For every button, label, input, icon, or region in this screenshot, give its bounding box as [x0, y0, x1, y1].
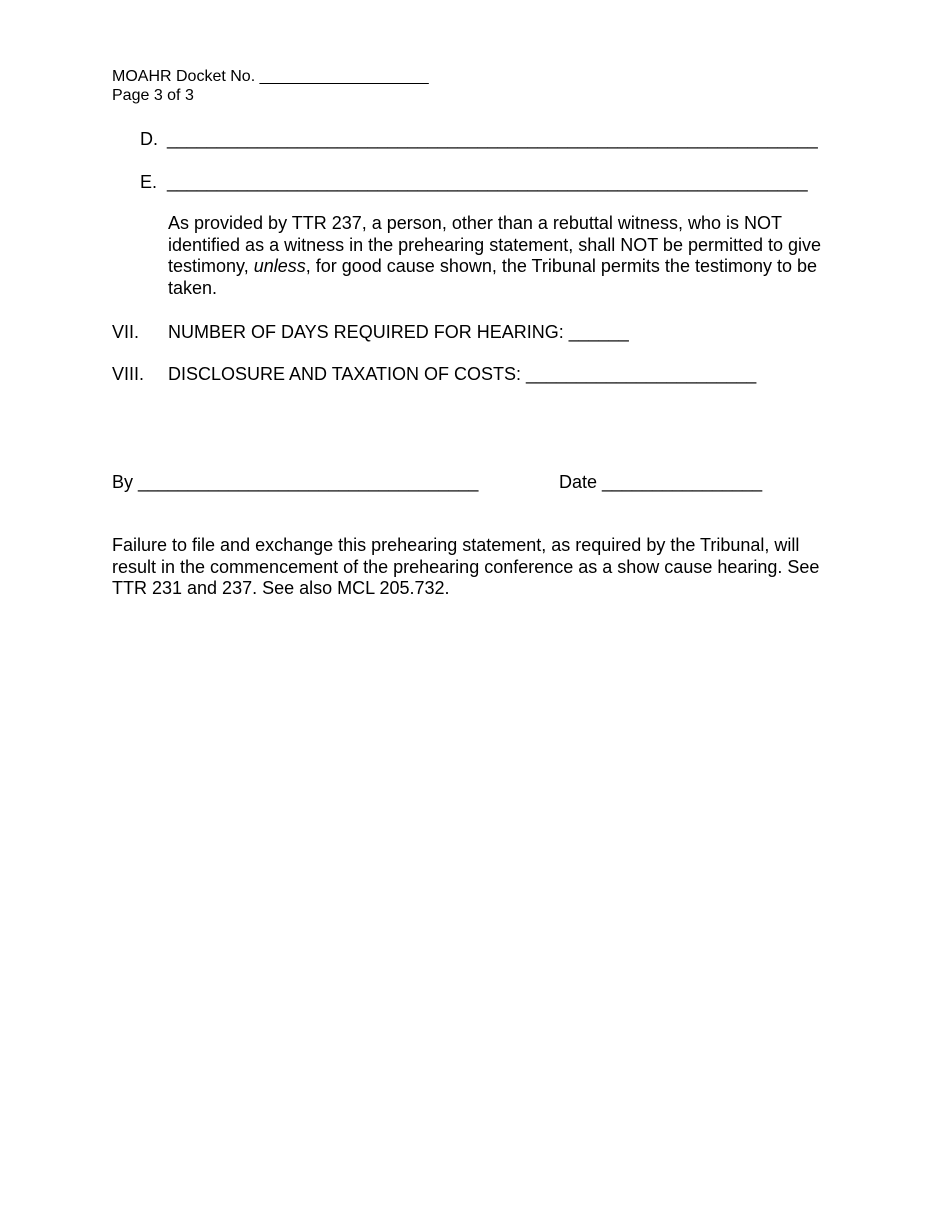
item-d-blank: _________________________________________________________________ — [167, 129, 818, 149]
item-e-blank: ________________________________________________________________ — [167, 172, 808, 192]
item-e — [140, 171, 808, 193]
docket-number-line: MOAHR Docket No. ___________________ — [112, 68, 429, 85]
section-vii-text: NUMBER OF DAYS REQUIRED FOR HEARING: ______ — [168, 322, 629, 342]
section-viii-numeral: VIII. — [112, 364, 145, 384]
failure-to-file-note: Failure to file and exchange this prehearing statement, as required by the Tribunal, will result in the commencement of the prehearing conference as a show cause hearing. See TTR 231 and 237. See also MCL 205.732. — [112, 535, 820, 598]
signature-by-line: By __________________________________ — [112, 472, 479, 492]
section-viii — [112, 363, 757, 385]
section-vii-numeral: VII. — [112, 322, 140, 342]
unless-emphasis: unless — [253, 256, 306, 276]
page-number: Page 3 of 3 — [112, 87, 194, 104]
item-d-marker: D. — [140, 129, 158, 149]
item-e-marker: E. — [140, 172, 158, 192]
item-d — [140, 128, 818, 150]
page-header — [112, 67, 429, 105]
section-vii — [112, 321, 629, 343]
signature-date-line: Date ________________ — [559, 472, 763, 492]
witness-rule-note: As provided by TTR 237, a person, other than a rebuttal witness, who is NOT identified as a witness in the prehearing statement, shall NOT be permitted to give testimony, unless, for good cause shown, the Tribunal permits the testimony to be taken. — [168, 213, 822, 298]
section-viii-text: DISCLOSURE AND TAXATION OF COSTS: _______________________ — [168, 364, 757, 384]
